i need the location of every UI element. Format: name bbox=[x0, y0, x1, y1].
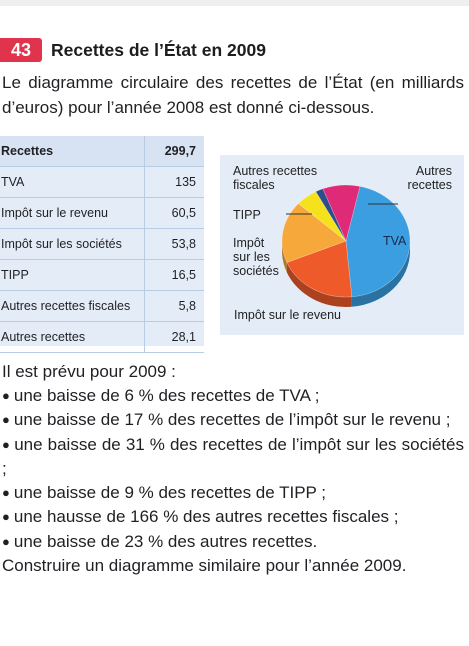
table-cell-value: 53,8 bbox=[145, 229, 205, 260]
exercise-number-badge: 43 bbox=[0, 38, 42, 62]
page-edge bbox=[0, 0, 469, 6]
table-cell-label: Impôt sur le revenu bbox=[0, 198, 145, 229]
table-cell-label: Impôt sur les sociétés bbox=[0, 229, 145, 260]
forecast-section bbox=[2, 360, 464, 578]
table-row bbox=[0, 229, 204, 260]
list-item bbox=[2, 505, 464, 530]
exercise-header bbox=[0, 38, 266, 62]
label-line: fiscales bbox=[233, 178, 275, 192]
table-cell-value: 5,8 bbox=[145, 291, 205, 322]
label-autres-recettes bbox=[400, 164, 452, 192]
bullet-icon: ● bbox=[2, 387, 10, 403]
list-item-text: une baisse de 31 % des recettes de l’impôt sur les sociétés ; bbox=[2, 434, 464, 478]
bullet-icon: ● bbox=[2, 484, 10, 500]
bullet-icon: ● bbox=[2, 533, 10, 549]
label-tipp: TIPP bbox=[233, 208, 261, 222]
list-item bbox=[2, 433, 464, 481]
table-cell-value: 28,1 bbox=[145, 322, 205, 353]
list-item-text: une hausse de 166 % des autres recettes fiscales ; bbox=[13, 507, 399, 526]
pie-chart-panel bbox=[220, 155, 464, 335]
label-line: Autres bbox=[415, 164, 452, 178]
table-row bbox=[0, 167, 204, 198]
list-item-text: une baisse de 23 % des autres recettes. bbox=[13, 531, 318, 551]
forecast-closing: Construire un diagramme similaire pour l’année 2009. bbox=[2, 556, 407, 575]
table-header-label: Recettes bbox=[0, 136, 145, 167]
label-line: recettes bbox=[407, 178, 452, 192]
bullet-icon: ● bbox=[2, 412, 10, 427]
list-item bbox=[2, 384, 464, 409]
list-item-text: une baisse de 17 % des recettes de l’impôt sur le revenu ; bbox=[13, 410, 451, 429]
label-autres-recettes-fiscales bbox=[233, 164, 317, 192]
bullet-icon: ● bbox=[2, 436, 11, 452]
table-cell-label: Autres recettes bbox=[0, 322, 145, 353]
table-cell-value: 16,5 bbox=[145, 260, 205, 291]
table-row bbox=[0, 291, 204, 322]
forecast-list bbox=[2, 384, 464, 555]
table-cell-label: TVA bbox=[0, 167, 145, 198]
table-cell-label: TIPP bbox=[0, 260, 145, 291]
label-line: sociétés bbox=[233, 264, 279, 278]
label-impot-societes bbox=[233, 236, 279, 278]
table-header-row bbox=[0, 136, 204, 167]
label-line: Autres recettes bbox=[233, 164, 318, 178]
bullet-icon: ● bbox=[2, 509, 10, 524]
label-tva: TVA bbox=[383, 234, 407, 248]
list-item bbox=[2, 481, 464, 506]
forecast-lead: Il est prévu pour 2009 : bbox=[2, 362, 176, 381]
table-row bbox=[0, 322, 204, 353]
list-item-text: une baisse de 9 % des recettes de TIPP ; bbox=[13, 482, 327, 502]
table-cell-label: Autres recettes fiscales bbox=[0, 291, 145, 322]
list-item bbox=[2, 530, 464, 555]
list-item bbox=[2, 408, 464, 433]
label-impot-revenu: Impôt sur le revenu bbox=[234, 308, 341, 322]
exercise-title: Recettes de l’État en 2009 bbox=[51, 39, 266, 60]
table-header-total: 299,7 bbox=[145, 136, 205, 167]
list-item-text: une baisse de 6 % des recettes de TVA ; bbox=[13, 385, 320, 405]
table-row bbox=[0, 260, 204, 291]
exercise-intro: Le diagramme circulaire des recettes de l’État (en milliards d’euros) pour l’année 2008 est donné ci-dessous. bbox=[2, 73, 464, 117]
table-cell-value: 135 bbox=[145, 167, 205, 198]
revenue-table bbox=[0, 136, 204, 353]
label-line: Impôt bbox=[233, 236, 265, 250]
label-line: sur les bbox=[233, 250, 270, 264]
revenue-table-panel bbox=[0, 136, 204, 346]
table-row bbox=[0, 198, 204, 229]
table-cell-value: 60,5 bbox=[145, 198, 205, 229]
